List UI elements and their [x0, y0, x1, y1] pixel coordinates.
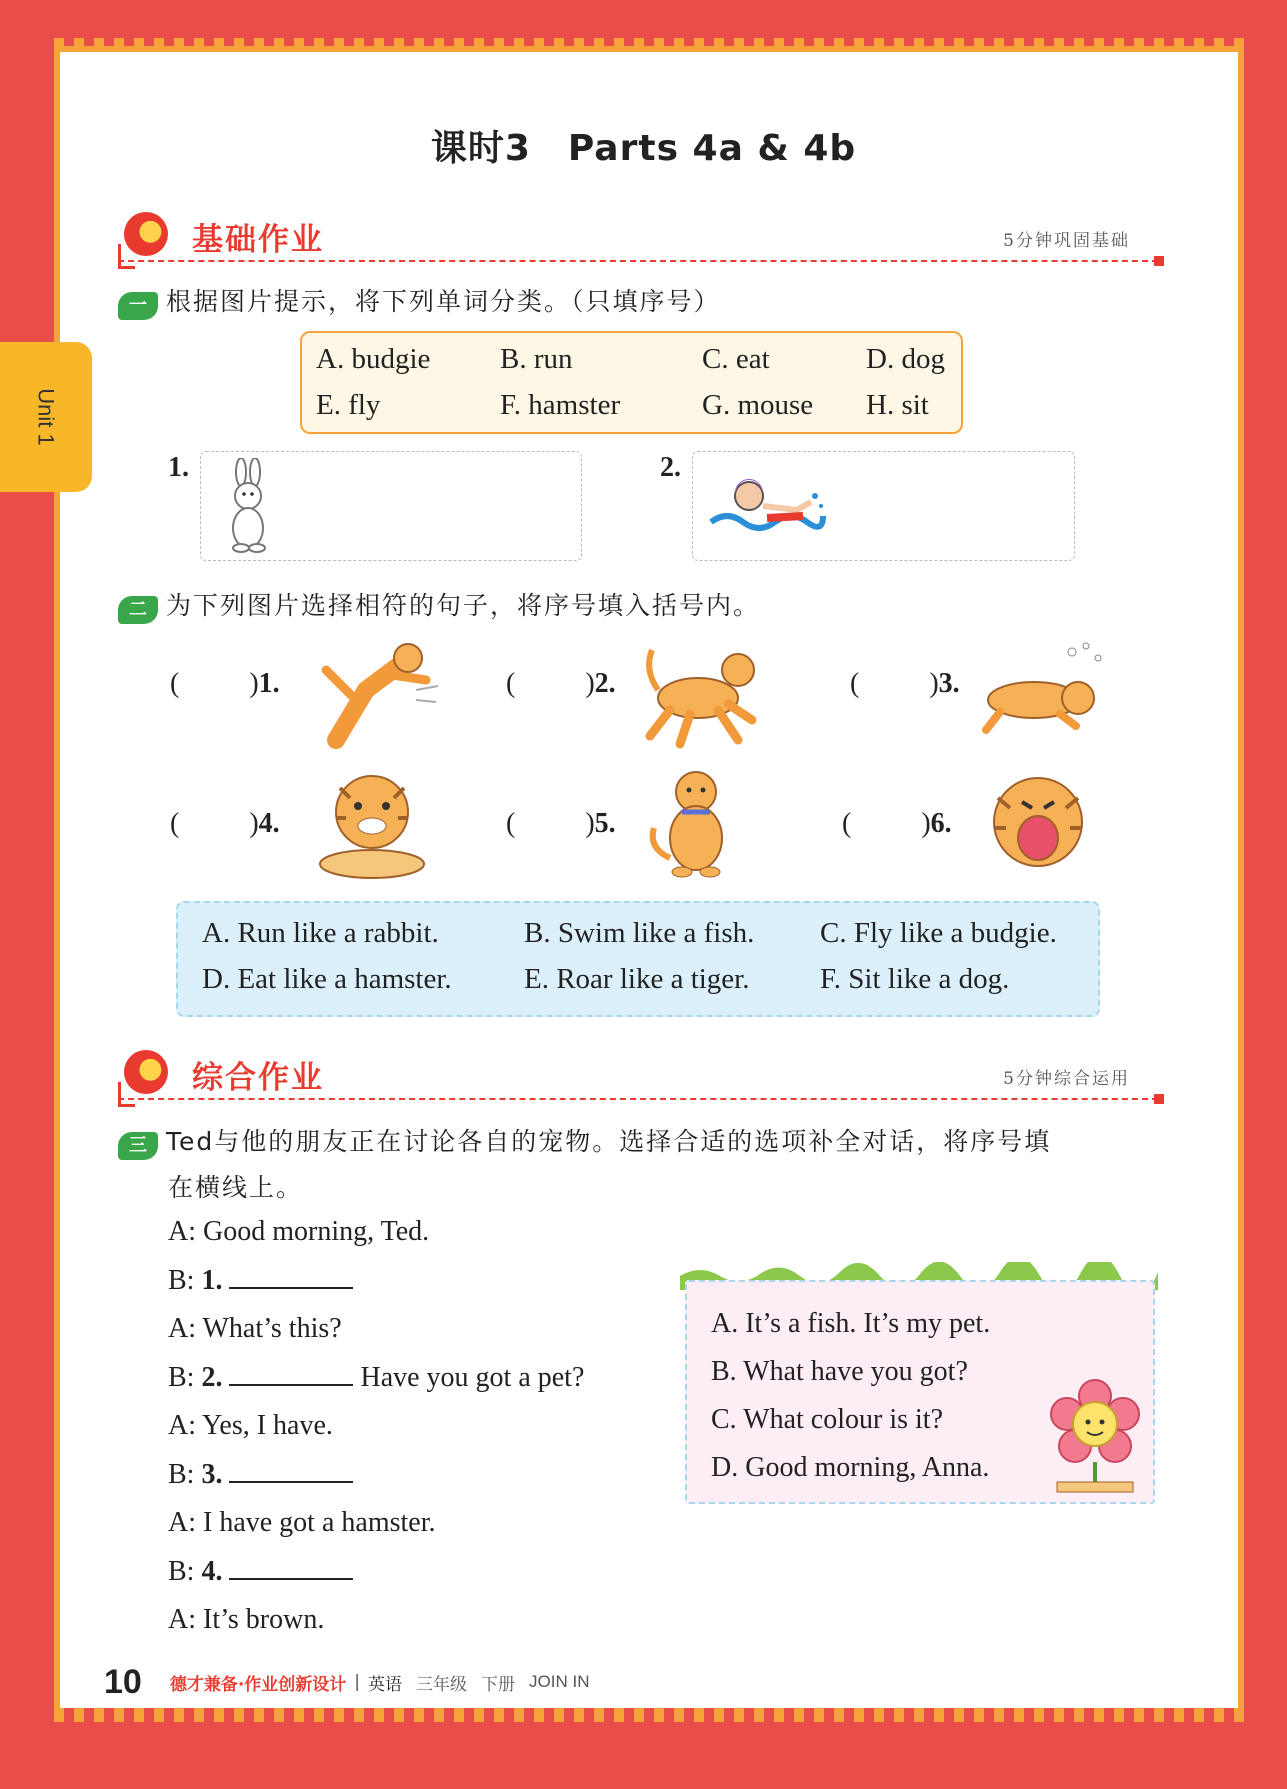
dialogue-line	[168, 1216, 429, 1248]
word-option: D. dog	[866, 343, 945, 375]
answer-blank[interactable]	[229, 1267, 353, 1289]
footer-grade: 三年级	[416, 1674, 468, 1695]
unit-tab-label: Unit 1	[33, 388, 59, 446]
page-title: 课时3 Parts 4a & 4b	[430, 128, 857, 169]
close-paren: )	[585, 668, 595, 699]
item-number: 2.	[660, 452, 681, 483]
lamp-icon	[124, 1050, 168, 1094]
question-badge: 三	[118, 1132, 158, 1160]
open-paren: (	[842, 808, 852, 839]
sentence-options-box	[176, 901, 1100, 1017]
section-note: 5分钟综合运用	[1003, 1069, 1130, 1089]
open-paren: (	[170, 668, 180, 699]
close-paren: )	[921, 808, 931, 839]
speaker-label: A:	[168, 1604, 196, 1635]
page-footer	[104, 1660, 589, 1704]
tiger-running-picture	[640, 640, 764, 752]
tiger-eating-picture	[310, 768, 434, 880]
item-number: 4.	[258, 808, 280, 839]
dialogue-option: A. It’s a fish. It’s my pet.	[711, 1308, 991, 1339]
open-paren: (	[506, 668, 516, 699]
open-paren: (	[506, 808, 516, 839]
dialogue-text: What’s this?	[202, 1313, 342, 1344]
speaker-label: A:	[168, 1507, 196, 1538]
word-option: F. hamster	[500, 389, 621, 421]
sentence-option: F. Sit like a dog.	[820, 963, 1010, 995]
rabbit-picture	[219, 458, 279, 558]
close-paren: )	[585, 808, 595, 839]
section-divider	[118, 260, 1158, 262]
dialogue-text: Have you got a pet?	[360, 1361, 585, 1393]
question-instruction: 根据图片提示，将下列单词分类。（只填序号）	[166, 287, 721, 316]
dialogue-text: It’s brown.	[203, 1604, 325, 1635]
dialogue-line	[168, 1604, 324, 1636]
word-option: E. fly	[316, 389, 381, 421]
sentence-option: C. Fly like a budgie.	[820, 917, 1057, 949]
sentence-option: A. Run like a rabbit.	[202, 917, 439, 949]
word-bank	[300, 331, 963, 434]
tiger-flying-picture	[316, 640, 440, 752]
speaker-label: B:	[168, 1361, 195, 1393]
sentence-option: E. Roar like a tiger.	[524, 963, 750, 995]
item-number: 2.	[594, 668, 616, 699]
item-number: 1.	[168, 452, 189, 483]
answer-blank[interactable]	[229, 1558, 353, 1580]
tiger-sitting-picture	[634, 768, 758, 880]
dialogue-options-box	[685, 1280, 1155, 1504]
item-number: 6.	[930, 808, 952, 839]
blank-number: 4.	[201, 1555, 223, 1587]
footer-subject: 英语	[368, 1674, 403, 1695]
item-number: 3.	[938, 668, 960, 699]
dialogue-line	[168, 1459, 353, 1491]
blank-number: 1.	[201, 1264, 223, 1296]
speaker-label: A:	[168, 1410, 196, 1441]
section-title: 基础作业	[192, 222, 324, 258]
answer-bracket-6[interactable]	[842, 808, 952, 840]
question-2-heading	[118, 586, 760, 624]
answer-bracket-3[interactable]	[850, 668, 960, 700]
answer-bracket-4[interactable]	[170, 808, 280, 840]
question-instruction: 为下列图片选择相符的句子，将序号填入括号内。	[166, 591, 761, 620]
section-divider	[118, 1098, 1158, 1100]
answer-blank[interactable]	[229, 1461, 353, 1483]
question-instruction: Ted与他的朋友正在讨论各自的宠物。选择合适的选项补全对话，将序号填	[166, 1127, 1052, 1156]
section-note: 5分钟巩固基础	[1003, 231, 1130, 251]
page-number: 10	[104, 1662, 142, 1701]
close-paren: )	[929, 668, 939, 699]
close-paren: )	[249, 668, 259, 699]
dialogue-option: C. What colour is it?	[711, 1404, 943, 1435]
dialogue-text: Good morning, Ted.	[203, 1216, 430, 1247]
section-header-comprehensive	[118, 1046, 1158, 1100]
question-instruction-cont: 在横线上。	[168, 1173, 304, 1202]
word-option: B. run	[500, 343, 573, 375]
sentence-option: B. Swim like a fish.	[524, 917, 755, 949]
question-badge: 一	[118, 292, 158, 320]
item-number: 1.	[258, 668, 280, 699]
dialogue-line	[168, 1556, 353, 1588]
dialogue-line	[168, 1265, 353, 1297]
word-option: A. budgie	[316, 343, 431, 375]
tiger-roaring-picture	[976, 768, 1100, 880]
dialogue-line	[168, 1313, 342, 1345]
answer-bracket-5[interactable]	[506, 808, 616, 840]
blank-number: 2.	[201, 1361, 223, 1393]
word-option: C. eat	[702, 343, 770, 375]
speaker-label: A:	[168, 1216, 196, 1247]
word-option: H. sit	[866, 389, 929, 421]
speaker-label: B:	[168, 1458, 195, 1490]
question-3-heading	[118, 1122, 1051, 1160]
answer-box-1[interactable]	[200, 451, 582, 561]
footer-volume: 下册	[481, 1674, 516, 1695]
series-name: 德才兼备·作业创新设计	[169, 1674, 347, 1695]
lamp-icon	[124, 212, 168, 256]
open-paren: (	[170, 808, 180, 839]
close-paren: )	[249, 808, 259, 839]
speaker-label: B:	[168, 1555, 195, 1587]
answer-box-2[interactable]	[692, 451, 1075, 561]
answer-bracket-2[interactable]	[506, 668, 616, 700]
dialogue-line	[168, 1362, 584, 1394]
unit-side-tab	[0, 342, 92, 492]
dialogue-text: Yes, I have.	[201, 1410, 333, 1441]
footer-divider: |	[354, 1672, 361, 1692]
footer-edition: JOIN IN	[529, 1672, 590, 1691]
dialogue-text: I have got a hamster.	[203, 1507, 436, 1538]
dialogue-line	[168, 1507, 435, 1539]
word-option: G. mouse	[702, 389, 814, 421]
answer-bracket-1[interactable]	[170, 668, 280, 700]
sentence-option: D. Eat like a hamster.	[202, 963, 452, 995]
flower-mascot-picture	[1047, 1378, 1143, 1498]
bottom-wavy-border	[54, 1708, 1244, 1722]
item-number: 5.	[594, 808, 616, 839]
question-badge: 二	[118, 596, 158, 624]
dialogue-option: D. Good morning, Anna.	[711, 1452, 990, 1483]
tiger-swimming-picture	[980, 640, 1104, 752]
dialogue-line	[168, 1410, 333, 1442]
section-header-basic	[118, 208, 1158, 262]
dialogue-option: B. What have you got?	[711, 1356, 968, 1387]
open-paren: (	[850, 668, 860, 699]
section-title: 综合作业	[192, 1060, 324, 1096]
answer-blank[interactable]	[229, 1364, 353, 1386]
speaker-label: B:	[168, 1264, 195, 1296]
swimmer-picture	[707, 466, 827, 546]
question-1-heading	[118, 282, 721, 320]
speaker-label: A:	[168, 1313, 196, 1344]
blank-number: 3.	[201, 1458, 223, 1490]
